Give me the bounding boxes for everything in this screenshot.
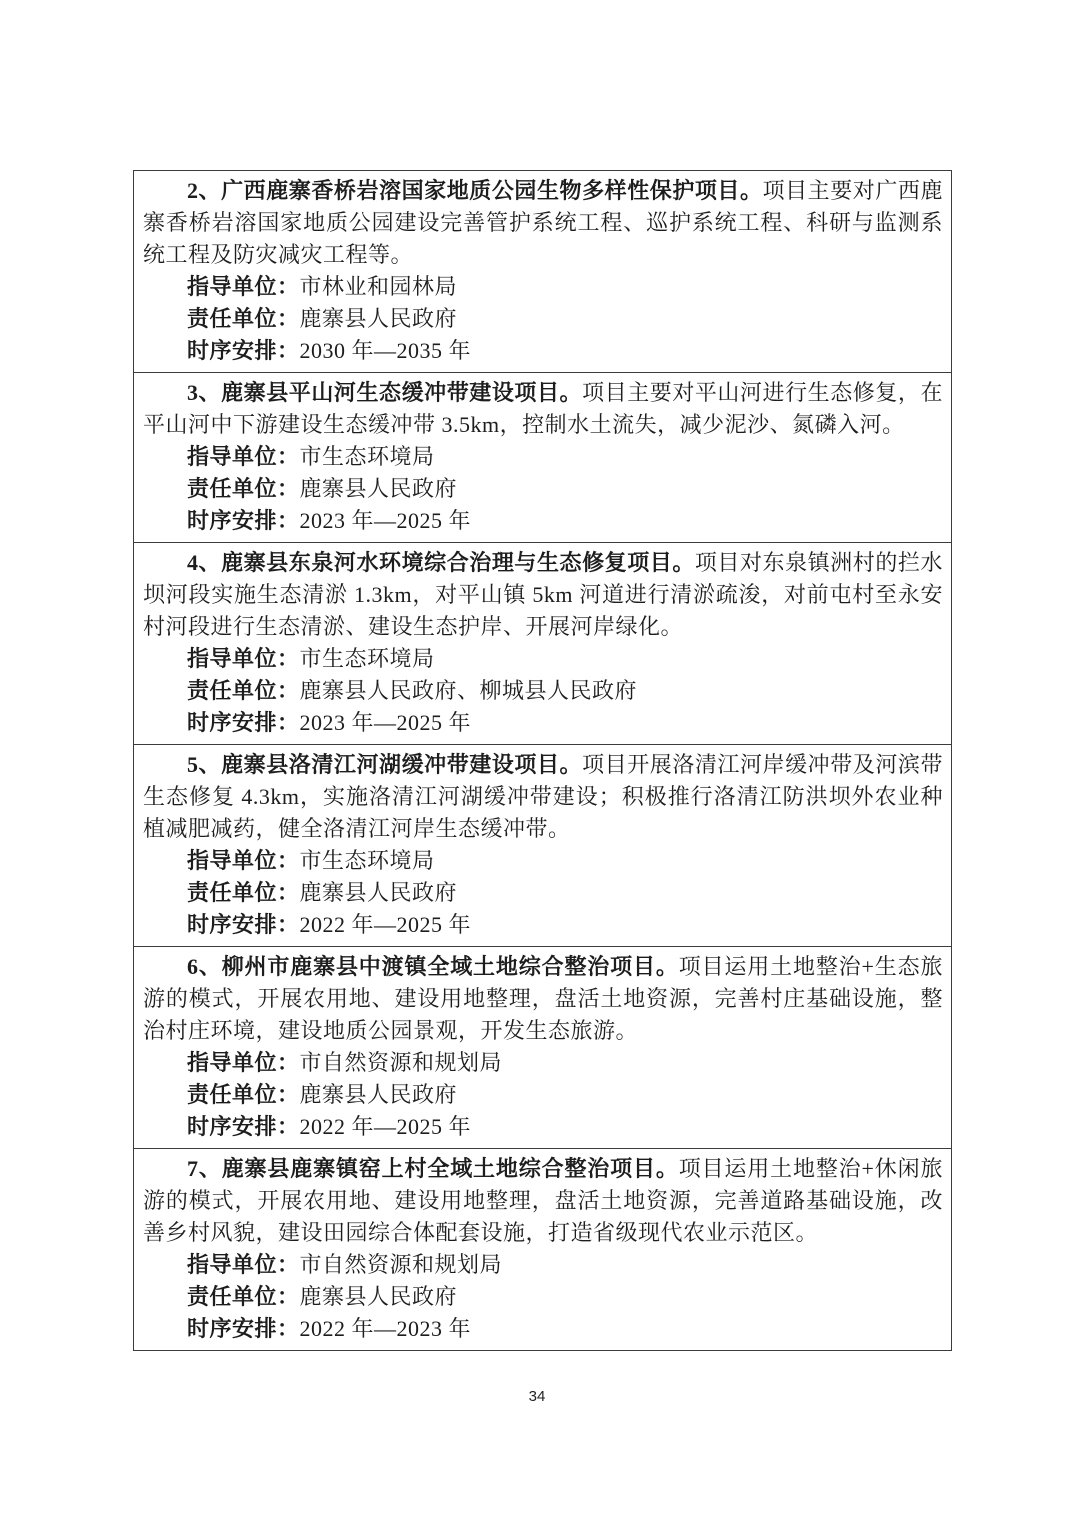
responsible-unit-label: 责任单位： (187, 880, 300, 905)
schedule-line (143, 1111, 943, 1143)
schedule-value: 2022 年—2025 年 (299, 1114, 472, 1139)
project-title: 5、鹿寨县洛清江河湖缓冲带建设项目。 (187, 752, 583, 777)
project-title: 7、鹿寨县鹿寨镇窑上村全域土地综合整治项目。 (187, 1156, 679, 1181)
project-paragraph (143, 547, 943, 643)
project-row (134, 171, 951, 372)
responsible-unit-value: 鹿寨县人民政府、柳城县人民政府 (299, 678, 638, 703)
page-number: 34 (528, 1388, 546, 1405)
responsible-unit-label: 责任单位： (187, 306, 300, 331)
project-description: 项目开展洛清江河岸缓冲带及河滨带生态修复 4.3km，实施洛清江河湖缓冲带建设；积极推行洛清江防洪坝外农业种植减肥减药，健全洛清江河岸生态缓冲带。 (143, 752, 943, 841)
schedule-line (143, 1313, 943, 1345)
guide-unit-value: 市林业和园林局 (299, 274, 458, 299)
guide-unit-label: 指导单位： (187, 1252, 300, 1277)
project-row (134, 1148, 951, 1350)
responsible-unit-line (143, 877, 943, 909)
project-description: 项目主要对广西鹿寨香桥岩溶国家地质公园建设完善管护系统工程、巡护系统工程、科研与监测系统工程及防灾减灾工程等。 (143, 178, 943, 267)
project-paragraph (143, 175, 943, 271)
responsible-unit-line (143, 1281, 943, 1313)
project-description: 项目对东泉镇洲村的拦水坝河段实施生态清淤 1.3km，对平山镇 5km 河道进行清淤疏浚，对前屯村至永安村河段进行生态清淤、建设生态护岸、开展河岸绿化。 (143, 550, 943, 639)
guide-unit-label: 指导单位： (187, 1050, 300, 1075)
guide-unit-value: 市生态环境局 (299, 444, 435, 469)
project-title: 6、柳州市鹿寨县中渡镇全域土地综合整治项目。 (187, 954, 679, 979)
guide-unit-value: 市生态环境局 (299, 646, 435, 671)
responsible-unit-line (143, 473, 943, 505)
schedule-value: 2023 年—2025 年 (299, 508, 472, 533)
guide-unit-line (143, 643, 943, 675)
guide-unit-value: 市生态环境局 (299, 848, 435, 873)
guide-unit-line (143, 1047, 943, 1079)
schedule-value: 2023 年—2025 年 (299, 710, 472, 735)
guide-unit-line (143, 845, 943, 877)
guide-unit-value: 市自然资源和规划局 (299, 1252, 503, 1277)
schedule-value: 2022 年—2025 年 (299, 912, 472, 937)
responsible-unit-label: 责任单位： (187, 1082, 300, 1107)
guide-unit-line (143, 1249, 943, 1281)
responsible-unit-value: 鹿寨县人民政府 (299, 1082, 458, 1107)
project-title: 4、鹿寨县东泉河水环境综合治理与生态修复项目。 (187, 550, 695, 575)
project-description: 项目运用土地整治+休闲旅游的模式，开展农用地、建设用地整理，盘活土地资源，完善道路基础设施，改善乡村风貌，建设田园综合体配套设施，打造省级现代农业示范区。 (143, 1156, 943, 1245)
guide-unit-line (143, 271, 943, 303)
responsible-unit-label: 责任单位： (187, 1284, 300, 1309)
project-row (134, 946, 951, 1148)
schedule-value: 2022 年—2023 年 (299, 1316, 472, 1341)
project-paragraph (143, 951, 943, 1047)
schedule-label: 时序安排： (187, 338, 300, 363)
responsible-unit-label: 责任单位： (187, 678, 300, 703)
project-description: 项目运用土地整治+生态旅游的模式，开展农用地、建设用地整理，盘活土地资源，完善村庄基础设施，整治村庄环境，建设地质公园景观，开发生态旅游。 (143, 954, 943, 1043)
schedule-label: 时序安排： (187, 1114, 300, 1139)
responsible-unit-line (143, 303, 943, 335)
guide-unit-line (143, 441, 943, 473)
schedule-line (143, 505, 943, 537)
schedule-line (143, 707, 943, 739)
schedule-label: 时序安排： (187, 710, 300, 735)
guide-unit-label: 指导单位： (187, 646, 300, 671)
project-row (134, 372, 951, 542)
responsible-unit-line (143, 1079, 943, 1111)
responsible-unit-value: 鹿寨县人民政府 (299, 476, 458, 501)
guide-unit-label: 指导单位： (187, 848, 300, 873)
schedule-label: 时序安排： (187, 912, 300, 937)
project-row (134, 542, 951, 744)
project-title: 2、广西鹿寨香桥岩溶国家地质公园生物多样性保护项目。 (187, 178, 763, 203)
guide-unit-label: 指导单位： (187, 274, 300, 299)
responsible-unit-value: 鹿寨县人民政府 (299, 880, 458, 905)
responsible-unit-value: 鹿寨县人民政府 (299, 1284, 458, 1309)
responsible-unit-label: 责任单位： (187, 476, 300, 501)
guide-unit-value: 市自然资源和规划局 (299, 1050, 503, 1075)
guide-unit-label: 指导单位： (187, 444, 300, 469)
responsible-unit-value: 鹿寨县人民政府 (299, 306, 458, 331)
schedule-line (143, 335, 943, 367)
project-row (134, 744, 951, 946)
schedule-value: 2030 年—2035 年 (299, 338, 472, 363)
projects-table (133, 170, 952, 1351)
project-description: 项目主要对平山河进行生态修复，在平山河中下游建设生态缓冲带 3.5km，控制水土流失，减少泥沙、氮磷入河。 (143, 380, 943, 437)
project-paragraph (143, 1153, 943, 1249)
responsible-unit-line (143, 675, 943, 707)
project-paragraph (143, 749, 943, 845)
schedule-label: 时序安排： (187, 508, 300, 533)
schedule-label: 时序安排： (187, 1316, 300, 1341)
project-paragraph (143, 377, 943, 441)
project-title: 3、鹿寨县平山河生态缓冲带建设项目。 (187, 380, 583, 405)
schedule-line (143, 909, 943, 941)
